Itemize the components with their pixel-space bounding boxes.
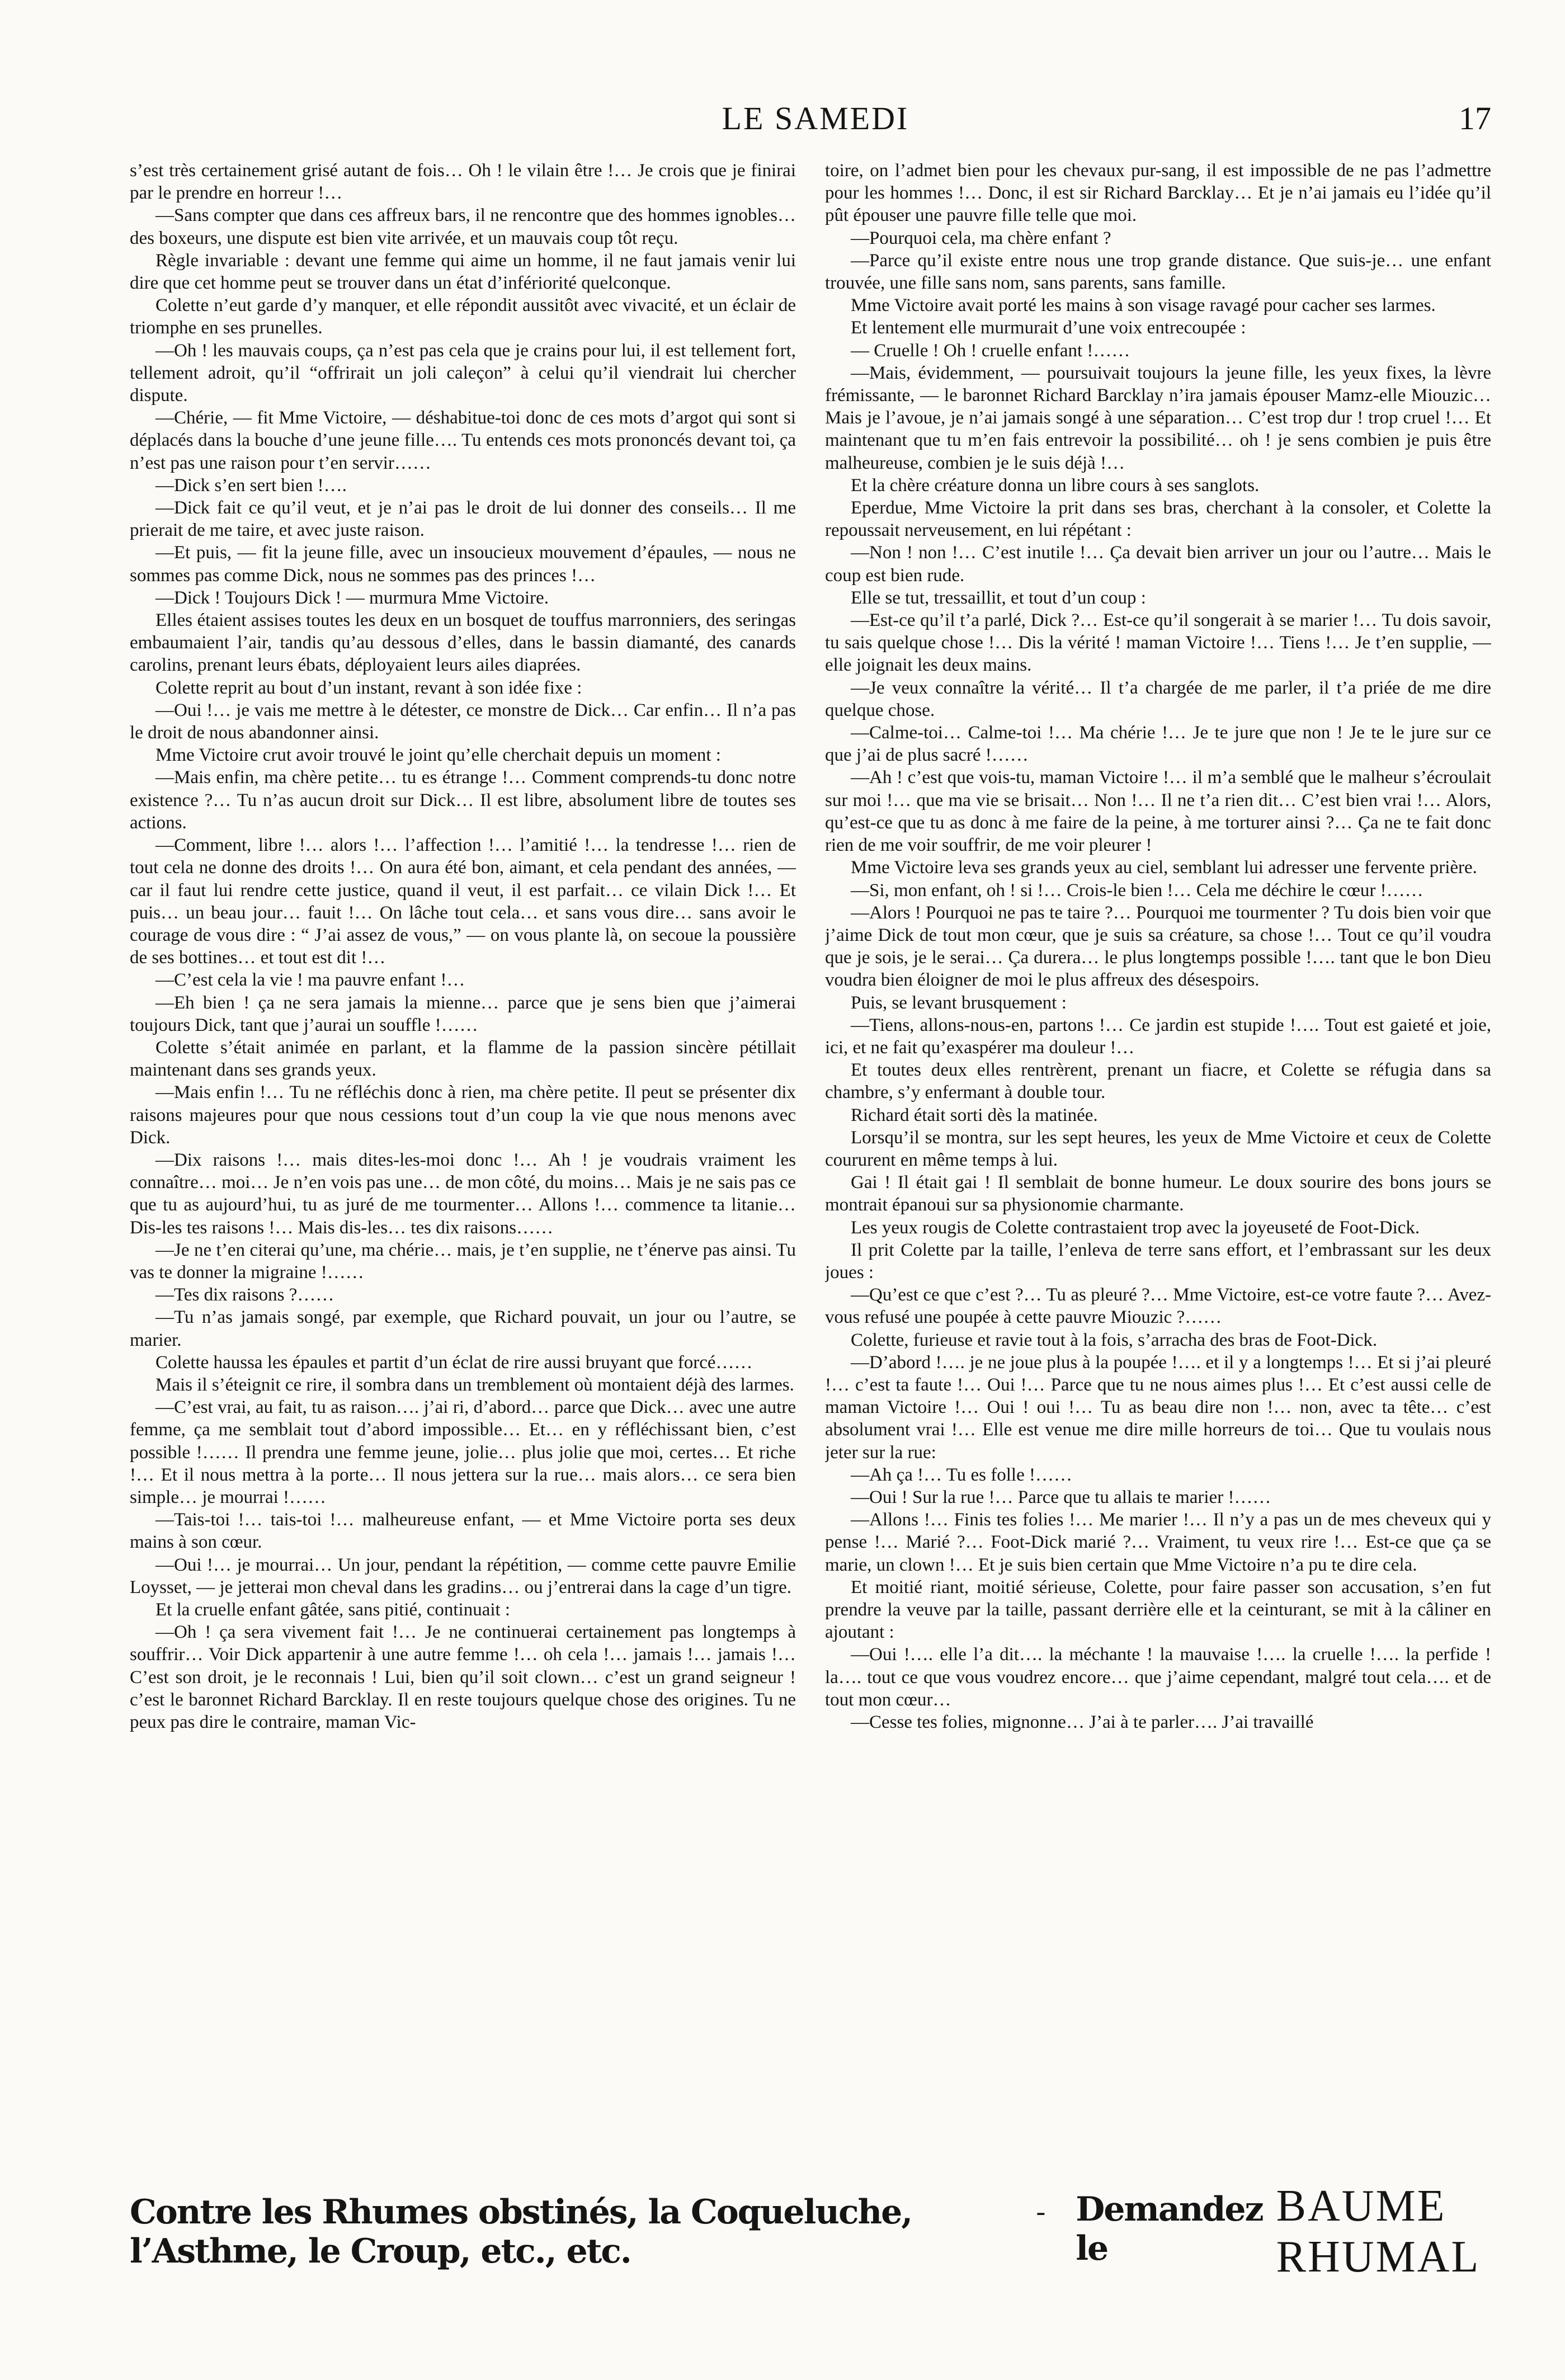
paragraph: Colette haussa les épaules et partit d’un éclat de rire aussi bruyant que forcé…… <box>155 1352 753 1373</box>
paragraph: —Cesse tes folies, mignonne… J’ai à te parler…. J’ai travaillé <box>851 1712 1314 1733</box>
paragraph: Les yeux rougis de Colette contrastaient trop avec la joyeuseté de Foot-Dick. <box>851 1217 1420 1238</box>
paragraph: —Si, mon enfant, oh ! si !… Crois-le bien !… Cela me déchire le cœur !…… <box>851 880 1423 901</box>
paragraph: Mme Victoire leva ses grands yeux au ciel, semblant lui adresser une fervente prière. <box>851 857 1477 878</box>
paragraph: —Ah ça !… Tu es folle !…… <box>851 1464 1072 1485</box>
text-columns <box>130 159 1491 2198</box>
paragraph: —C’est vrai, au fait, tu as raison…. j’ai ri, d’abord… parce que Dick… avec une autre femme, ça me semblait tout d’abord impossible… Et… en y réfléchissant bien, c’est possible !…… Il prendra une femme jeune, jolie… plus jolie que moi, certes… Et riche !… Et il nous mettra à la porte… Il nous jettera sur la rue… mais alors… ce sera bien simple… je mourrai !…… <box>130 1397 796 1507</box>
paragraph: Et toutes deux elles rentrèrent, prenant un fiacre, et Colette se réfugia dans sa chambre, s’y enfermant à double tour. <box>825 1060 1491 1103</box>
ad-right <box>1020 2181 1491 2283</box>
paragraph: Et la chère créature donna un libre cours à ses sanglots. <box>851 475 1260 496</box>
paragraph: —Alors ! Pourquoi ne pas te taire ?… Pourquoi me tourmenter ? Tu dois bien voir que j’aime Dick de tout mon cœur, que je suis sa créature, sa chose !… Tout ce qu’il voudra que je sois, je le serai… Ça durera… le plus longtemps possible !…. tant que le bon Dieu voudra bien éloigner de moi le plus affreux des désespoirs. <box>825 902 1491 991</box>
paragraph: —Mais, évidemment, — poursuivait toujours la jeune fille, les yeux fixes, la lèvre frémissante, — le baronnet Richard Barcklay n’ira jamais épouser Mamz-elle Miouzic… Mais je l’avoue, je n’ai jamais songé à une séparation… C’est trop dur ! trop cruel !… Et maintenant que tu m’en fais entrevoir la possibilité… oh ! je sens combien je puis être malheureuse, combien je le suis déjà !… <box>825 362 1491 473</box>
ad-brand-name: BAUME RHUMAL <box>1276 2181 1481 2282</box>
paragraph: Elles étaient assises toutes les deux en un bosquet de touffus marronniers, des seringas embaumaient l’air, tandis qu’au dessous d’elles, dans le bassin diamanté, des canards carolins, prenant leurs ébats, déployaient leurs ailes diaprées. <box>130 610 796 676</box>
paragraph: s’est très certainement grisé autant de fois… Oh ! le vilain être !… Je crois que je finirai par le prendre en horreur !… <box>130 161 796 204</box>
paragraph: Et moitié riant, moitié sérieuse, Colette, pour faire passer son accusation, s’en fut prendre la veuve par la taille, passant derrière elle et la ceinturant, se mit à la câliner en ajoutant : <box>825 1577 1491 1643</box>
paragraph: Il prit Colette par la taille, l’enleva de terre sans effort, et l’embrassant sur les deux joues : <box>825 1240 1491 1283</box>
paragraph: —Oh ! les mauvais coups, ça n’est pas cela que je crains pour lui, il est tellement fort, tellement adroit, qu’il “offrirait un joli caleçon” à celui qu’il viendrait lui chercher dispute. <box>130 340 796 406</box>
paragraph: —C’est cela la vie ! ma pauvre enfant !… <box>155 970 465 991</box>
paragraph: —Dick ! Toujours Dick ! — murmura Mme Victoire. <box>155 587 549 608</box>
right-column <box>825 159 1491 2198</box>
paragraph: Mme Victoire crut avoir trouvé le joint qu’elle cherchait depuis un moment : <box>155 745 721 766</box>
paragraph: —Dix raisons !… mais dites-les-moi donc !… Ah ! je voudrais vraiment les connaître… moi… Je n’en vois pas une… de mon côté, du moins… Mais je ne sais pas ce que tu as aujourd’hui, tu as juré de me tourmenter… Allons !… commence ta litanie… Dis-les tes raisons !… Mais dis-les… tes dix raisons…… <box>130 1149 796 1238</box>
paragraph: —Dick s’en sert bien !…. <box>155 475 347 496</box>
paragraph: Richard était sorti dès la matinée. <box>851 1105 1098 1125</box>
paragraph: Colette s’était animée en parlant, et la flamme de la passion sincère pétillait maintenant dans ses grands yeux. <box>130 1037 796 1081</box>
ad-separator: - <box>1036 2195 1046 2227</box>
paragraph: —Dick fait ce qu’il veut, et je n’ai pas le droit de lui donner des conseils… Il me prierait de me taire, et avec juste raison. <box>130 498 796 541</box>
paragraph: —Qu’est ce que c’est ?… Tu as pleuré ?… Mme Victoire, est-ce votre faute ?… Avez-vous refusé une poupée à cette pauvre Miouzic ?…… <box>825 1285 1491 1328</box>
paragraph: —Comment, libre !… alors !… l’affection !… l’amitié !… la tendresse !… rien de tout cela ne donne des droits !… On aura été bon, aimant, et cela pendant des années, — car il faut lui rendre cette justice, quand il veut, il est parfait… ce vilain Dick !… Et puis… un beau jour… fauit !… On lâche tout cela… et sans vous dire… sans avoir le courage de vous dire : “ J’ai assez de vous,” — on vous plante là, on secoue la poussière de ses bottines… et tout est dit !… <box>130 835 796 968</box>
paragraph: —Pourquoi cela, ma chère enfant ? <box>851 228 1111 248</box>
paragraph: —Parce qu’il existe entre nous une trop grande distance. Que suis-je… une enfant trouvée, une fille sans nom, sans parents, sans famille. <box>825 250 1491 294</box>
paragraph: Elle se tut, tressaillit, et tout d’un coup : <box>851 587 1146 608</box>
page-header <box>140 100 1491 139</box>
paragraph: toire, on l’admet bien pour les chevaux pur-sang, il est impossible de ne pas l’admettre pour les hommes !… Donc, il est sir Richard Barcklay… Et je n’ai jamais eu l’idée qu’il pût épouser une pauvre fille telle que moi. <box>825 161 1491 226</box>
paragraph: — Cruelle ! Oh ! cruelle enfant !…… <box>851 340 1130 361</box>
advertisement-footer <box>130 2181 1491 2282</box>
paragraph: Règle invariable : devant une femme qui aime un homme, il ne faut jamais venir lui dire que cet homme peut se trouver dans un état d’infériorité quelconque. <box>130 250 796 294</box>
paragraph: —Eh bien ! ça ne sera jamais la mienne… parce que je sens bien que j’aimerai toujours Dick, tant que j’aurai un souffle !…… <box>130 992 796 1035</box>
paragraph: Colette n’eut garde d’y manquer, et elle répondit aussitôt avec vivacité, et un éclair de triomphe en ses prunelles. <box>130 295 796 338</box>
ad-demandez: Demandez le <box>1076 2190 1263 2268</box>
paragraph: Mais il s’éteignit ce rire, il sombra dans un tremblement où montaient déjà des larmes. <box>155 1374 794 1395</box>
paragraph: —Chérie, — fit Mme Victoire, — déshabitue-toi donc de ces mots d’argot qui sont si déplacés dans la bouche d’une jeune fille…. Tu entends ces mots prononcés devant toi, ça n’est pas une raison pour t’en servir…… <box>130 408 796 473</box>
paragraph: Lorsqu’il se montra, sur les sept heures, les yeux de Mme Victoire et ceux de Colette coururent en même temps à lui. <box>825 1127 1491 1170</box>
paragraph: Et la cruelle enfant gâtée, sans pitié, continuait : <box>155 1600 511 1620</box>
paragraph: Colette reprit au bout d’un instant, revant à son idée fixe : <box>155 677 582 698</box>
left-column <box>130 159 796 2198</box>
paragraph: Et lentement elle murmurait d’une voix entrecoupée : <box>851 318 1246 338</box>
paragraph: —Allons !… Finis tes folies !… Me marier !… Il n’y a pas un de mes cheveux qui y pense !… Marié ?… Foot-Dick marié ?… Vraiment, tu veux rire !… Est-ce que ça se marie, un clown !… Et je suis bien certain que Mme Victoire n’a pu te dire cela. <box>825 1510 1491 1575</box>
paragraph: —Et puis, — fit la jeune fille, avec un insoucieux mouvement d’épaules, — nous ne sommes pas comme Dick, nous ne sommes pas des princes !… <box>130 543 796 586</box>
journal-title: LE SAMEDI <box>722 100 909 136</box>
paragraph: —Tes dix raisons ?…… <box>155 1285 334 1306</box>
paragraph: —Oui ! Sur la rue !… Parce que tu allais te marier !…… <box>851 1487 1271 1507</box>
paragraph: Mme Victoire avait porté les mains à son visage ravagé pour cacher ses larmes. <box>851 295 1436 316</box>
ad-text-left: Contre les Rhumes obstinés, la Coqueluche, l’Asthme, le Croup, etc., etc. <box>130 2193 912 2271</box>
paragraph: Eperdue, Mme Victoire la prit dans ses bras, cherchant à la consoler, et Colette la repoussait nerveusement, en lui répétant : <box>825 498 1491 541</box>
paragraph: —Je ne t’en citerai qu’une, ma chérie… mais, je t’en supplie, ne t’énerve pas ainsi. Tu vas te donner la migraine !…… <box>130 1240 796 1283</box>
paragraph: —Non ! non !… C’est inutile !… Ça devait bien arriver un jour ou l’autre… Mais le coup est bien rude. <box>825 543 1491 586</box>
paragraph: —Est-ce qu’il t’a parlé, Dick ?… Est-ce qu’il songerait à se marier !… Tu dois savoir, tu sais quelque chose !… Dis la vérité ! maman Victoire !… Tiens !… Je t’en supplie, — elle joignait les deux mains. <box>825 610 1491 676</box>
paragraph: Puis, se levant brusquement : <box>851 992 1067 1013</box>
paragraph: Gai ! Il était gai ! Il semblait de bonne humeur. Le doux sourire des bons jours se montrait épanoui sur sa physionomie charmante. <box>825 1172 1491 1215</box>
paragraph: —Je veux connaître la vérité… Il t’a chargée de me parler, il t’a priée de me dire quelque chose. <box>825 677 1491 720</box>
paragraph: —Oui !… je mourrai… Un jour, pendant la répétition, — comme cette pauvre Emilie Loysset, — je jetterai mon cheval dans les gradins… ou j’entrerai dans la cage d’un tigre. <box>130 1554 796 1597</box>
paragraph: —Ah ! c’est que vois-tu, maman Victoire !… il m’a semblé que le malheur s’écroulait sur moi !… que ma vie se brisait… Non !… Il ne t’a rien dit… C’est bien vrai !… Alors, qu’est-ce que tu as donc à me faire de la peine, à me torturer ainsi ?… Ça ne te fait donc rien de me voir souffrir, de me voir pleurer ! <box>825 767 1491 856</box>
paragraph: —Mais enfin !… Tu ne réfléchis donc à rien, ma chère petite. Il peut se présenter dix raisons majeures pour que nous cessions tout d’un coup la vie que nous menons avec Dick. <box>130 1082 796 1148</box>
paragraph: —Tais-toi !… tais-toi !… malheureuse enfant, — et Mme Victoire porta ses deux mains à son cœur. <box>130 1510 796 1553</box>
paragraph: Colette, furieuse et ravie tout à la fois, s’arracha des bras de Foot-Dick. <box>851 1330 1378 1350</box>
paragraph: —Oh ! ça sera vivement fait !… Je ne continuerai certainement pas longtemps à souffrir… Voir Dick appartenir à une autre femme !… oh cela !… jamais !… jamais !… C’est son droit, je le reconnais ! Lui, bien qu’il soit clown… c’est un grand seigneur ! c’est le baronnet Richard Barcklay. Il en reste toujours quelque chose des origines. Tu ne peux pas dire le contraire, maman Vic- <box>130 1622 796 1733</box>
paragraph: —Calme-toi… Calme-toi !… Ma chérie !… Je te jure que non ! Je te le jure sur ce que j’ai de plus sacré !…… <box>825 723 1491 766</box>
paragraph: —Tu n’as jamais songé, par exemple, que Richard pouvait, un jour ou l’autre, se marier. <box>130 1307 796 1350</box>
paragraph: —Tiens, allons-nous-en, partons !… Ce jardin est stupide !…. Tout est gaieté et joie, ici, et ne fait qu’exaspérer ma douleur !… <box>825 1015 1491 1058</box>
paragraph: —Mais enfin, ma chère petite… tu es étrange !… Comment comprends-tu donc notre existence ?… Tu n’as aucun droit sur Dick… Il est libre, absolument libre de toutes ses actions. <box>130 767 796 833</box>
paragraph: —D’abord !…. je ne joue plus à la poupée !…. et il y a longtemps !… Et si j’ai pleuré !… c’est ta faute !… Oui !… Parce que tu ne nous aimes plus !… Et c’est aussi celle de maman Victoire !… Oui ! oui !… Tu as beau dire non !… non, avec ta tête… c’est absolument vrai !… Elle est venue me dire mille horreurs de toi… Que tu voulais nous jeter sur la rue: <box>825 1352 1491 1463</box>
paragraph: —Oui !…. elle l’a dit…. la méchante ! la mauvaise !…. la cruelle !…. la perfide ! la…. tout ce que vous voudrez encore… que j’aime cependant, malgré tout cela…. et de tout mon cœur… <box>825 1644 1491 1710</box>
page-number: 17 <box>1459 100 1491 136</box>
paragraph: —Sans compter que dans ces affreux bars, il ne rencontre que des hommes ignobles… des boxeurs, une dispute est bien vite arrivée, et un mauvais coup tôt reçu. <box>130 205 796 248</box>
paragraph: —Oui !… je vais me mettre à le détester, ce monstre de Dick… Car enfin… Il n’a pas le droit de nous abandonner ainsi. <box>130 700 796 743</box>
